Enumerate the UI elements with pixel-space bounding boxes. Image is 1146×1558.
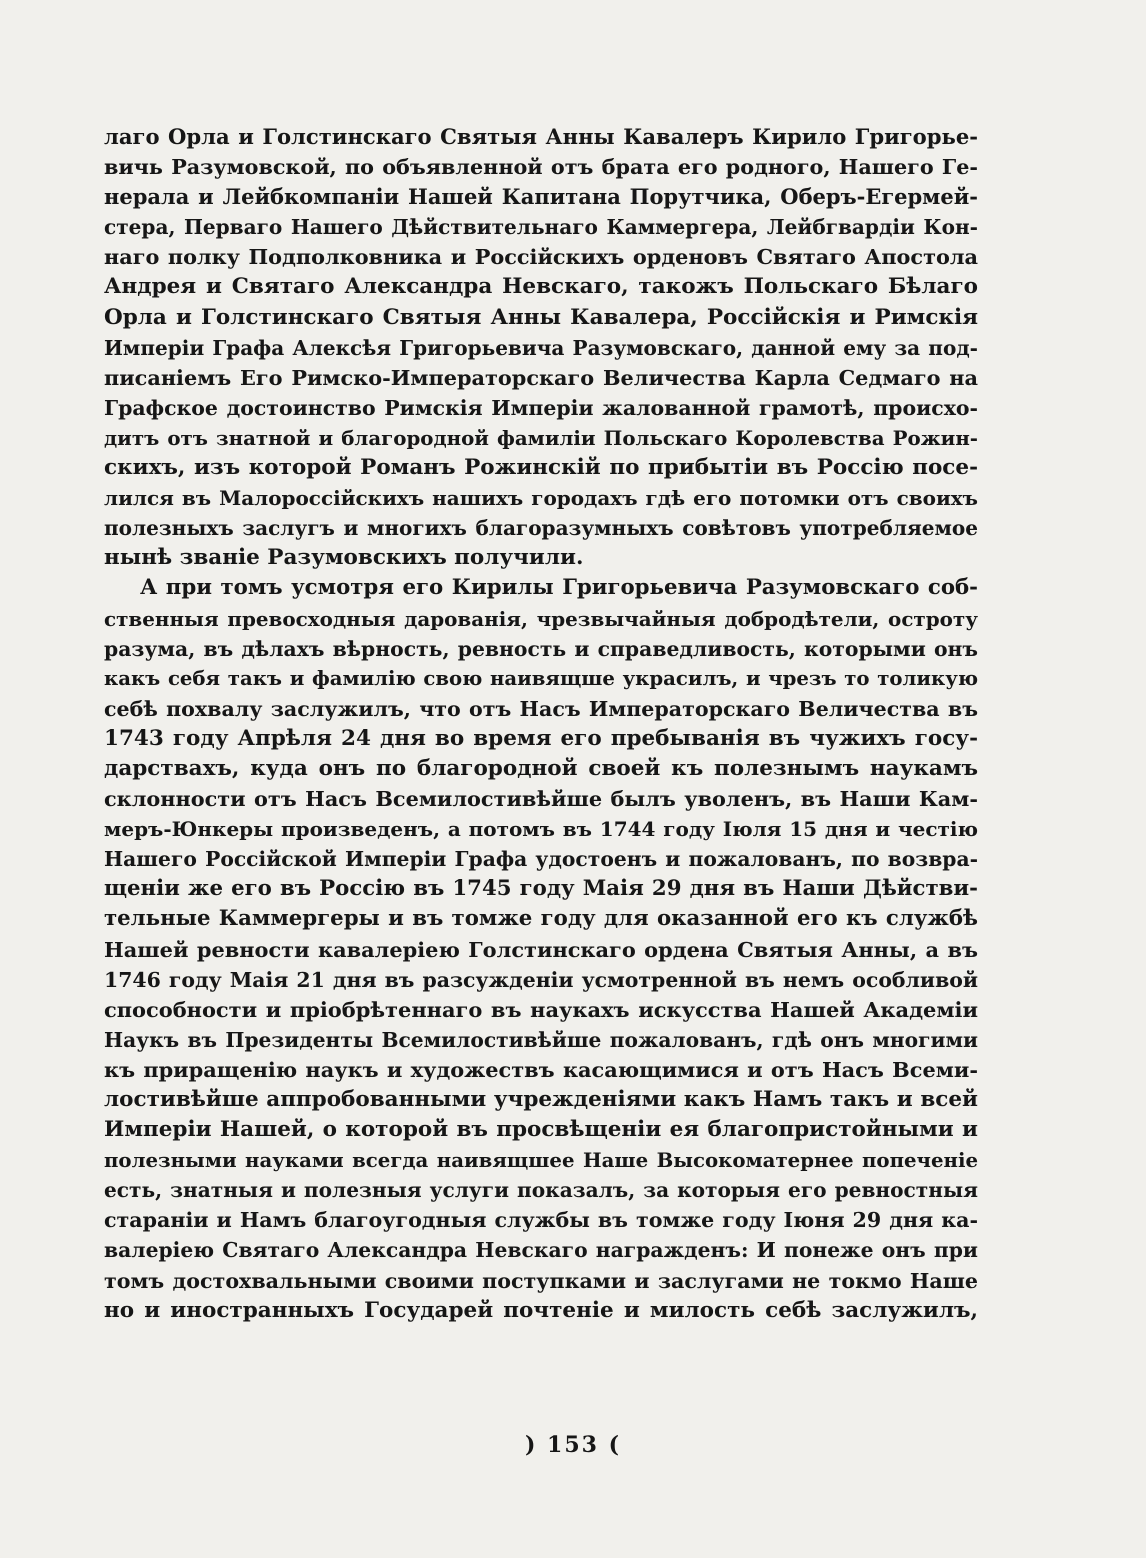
text-line: лостивѣйше аппробованными учрежденіями какъ Намъ такъ и всей xyxy=(104,1087,978,1112)
text-line: тельные Каммергеры и въ томже году для оказанной его къ службѣ xyxy=(104,906,978,932)
text-line: къ приращенію наукъ и художествъ касающимися и отъ Насъ Всеми- xyxy=(104,1056,978,1082)
text-line: лаго Орла и Голстинскаго Святыя Анны Кавалеръ Кирило Григорье- xyxy=(104,124,978,149)
text-line: полезныхъ заслугъ и многихъ благоразумныхъ совѣтовъ употребляемое xyxy=(104,516,978,541)
text-line: Имперіи Нашей, о которой въ просвѣщеніи ея благопристойными и xyxy=(104,1117,978,1143)
paragraph-start-line: А при томъ усмотря его Кирилы Григорьевича Разумовскаго соб- xyxy=(140,575,978,601)
text-line: 1746 году Маія 21 дня въ разсужденіи усмотренной въ немъ особливой xyxy=(104,967,978,992)
text-line: стера, Перваго Нашего Дѣйствительнаго Каммергера, Лейбгвардіи Кон- xyxy=(104,215,978,240)
text-line: себѣ похвалу заслужилъ, что отъ Насъ Императорскаго Величества въ xyxy=(104,696,978,721)
text-line: наго полку Подполковника и Россійскихъ орденовъ Святаго Апостола xyxy=(104,244,978,270)
text-line: Имперіи Графа Алексѣя Григорьевича Разумовскаго, данной ему за под- xyxy=(104,335,978,360)
text-line: какъ себя такъ и фамилію свою наивящше украсилъ, и чрезъ то толикую xyxy=(104,666,978,690)
text-line: но и иностранныхъ Государей почтеніе и милость себѣ заслужилъ, xyxy=(104,1297,978,1323)
text-line: полезными науками всегда наивящшее Наше Высокоматернее попеченіе xyxy=(104,1148,978,1173)
text-line: есть, знатныя и полезныя услуги показалъ, за которыя его ревностныя xyxy=(104,1178,978,1203)
text-line: Наукъ въ Президенты Всемилостивѣйше пожалованъ, гдѣ онъ многими xyxy=(104,1027,978,1052)
text-line: щеніи же его въ Россію въ 1745 году Маія 29 дня въ Наши Дѣйстви- xyxy=(104,876,978,902)
text-line: валеріею Святаго Александра Невскаго награжденъ: И понеже онъ при xyxy=(104,1238,978,1263)
text-line: скихъ, изъ которой Романъ Рожинскій по прибытіи въ Россію посе- xyxy=(104,455,978,481)
text-line: склонности отъ Насъ Всемилостивѣйше былъ уволенъ, въ Наши Кам- xyxy=(104,786,978,812)
text-line: томъ достохвальными своими поступками и заслугами не токмо Наше xyxy=(104,1268,978,1293)
text-line: лился въ Малороссійскихъ нашихъ городахъ гдѣ его потомки отъ своихъ xyxy=(104,486,978,511)
text-line: Нашей ревности кавалеріею Голстинскаго ордена Святыя Анны, а въ xyxy=(104,936,978,962)
text-line: Орла и Голстинскаго Святыя Анны Кавалера, Россійскія и Римскія xyxy=(104,304,978,330)
text-line: дарствахъ, куда онъ по благородной своей къ полезнымъ наукамъ xyxy=(104,755,978,781)
text-line: разума, въ дѣлахъ вѣрность, ревность и справедливость, которыми онъ xyxy=(104,636,978,661)
text-line: Нашего Россійской Имперіи Графа удостоенъ и пожалованъ, по возвра- xyxy=(104,847,978,872)
text-line: Графское достоинство Римскія Имперіи жалованной грамотѣ, происхо- xyxy=(104,395,978,420)
text-line: способности и пріобрѣтеннаго въ наукахъ искусства Нашей Академіи xyxy=(104,996,978,1022)
text-line: ственныя превосходныя дарованія, чрезвычайныя добродѣтели, остроту xyxy=(104,606,978,631)
text-line: 1743 году Апрѣля 24 дня во время его пребыванія въ чужихъ госу- xyxy=(104,725,978,751)
text-line: писаніемъ Его Римско-Императорскаго Величества Карла Седмаго на xyxy=(104,364,978,390)
text-line: стараніи и Намъ благоугодныя службы въ томже году Іюня 29 дня ка- xyxy=(104,1208,978,1233)
text-line: вичь Разумовской, по объявленной отъ брата его родного, Нашего Ге- xyxy=(104,155,978,180)
text-line: меръ-Юнкеры произведенъ, а потомъ въ 1744 году Іюля 15 дня и честію xyxy=(104,817,978,842)
text-line: Андрея и Святаго Александра Невскаго, такожъ Польскаго Бѣлаго xyxy=(104,274,978,300)
text-line: нерала и Лейбкомпаніи Нашей Капитана Порутчика, Оберъ-Егермей- xyxy=(104,184,978,210)
text-line: дитъ отъ знатной и благородной фамиліи Польскаго Королевства Рожин- xyxy=(104,425,978,450)
body-text xyxy=(104,122,978,1326)
page-number: ) 153 ( xyxy=(524,1432,622,1458)
text-line: нынѣ званіе Разумовскихъ получили. xyxy=(104,545,584,571)
